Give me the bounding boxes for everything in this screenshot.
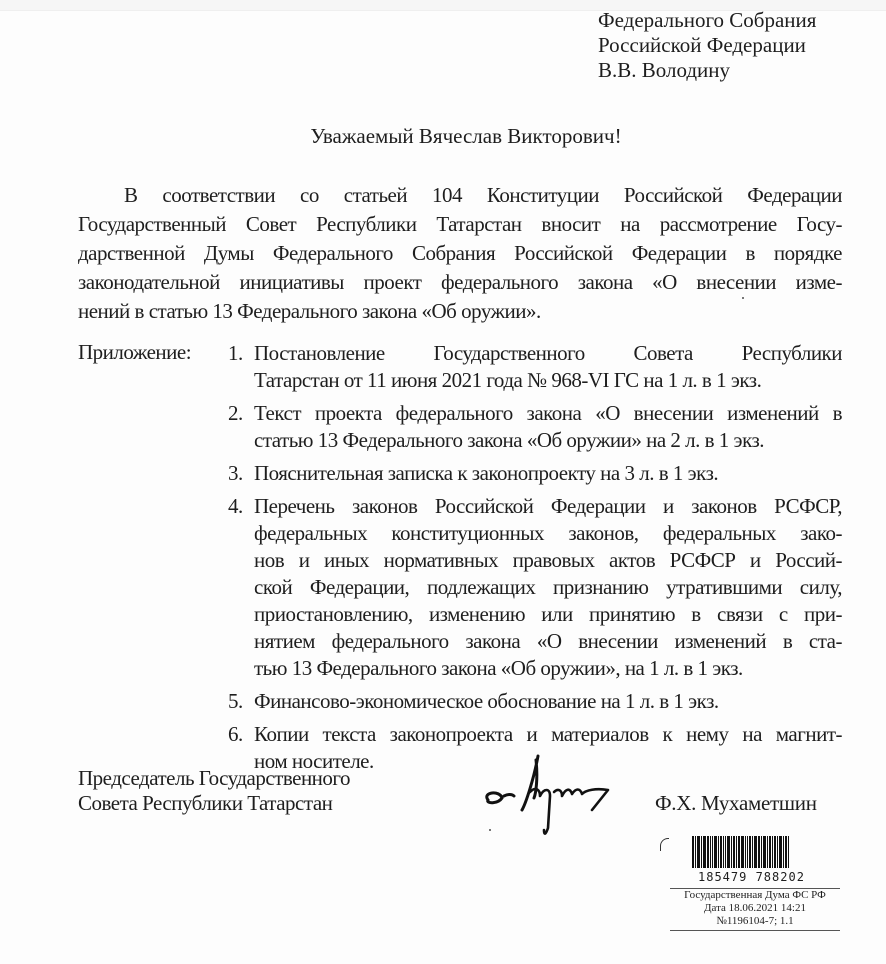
barcode-number: 185479 788202 [698,870,805,884]
signer-name: Ф.Х. Мухаметшин [655,791,817,815]
attachment-item [228,340,842,394]
body-line: дарственной Думы Федерального Собрания Российской Федерации в порядке [78,241,842,265]
addressee-block [598,8,816,83]
attachment-line: Пояснительная записка к законопроекту на 3 л. в 1 экз. [254,461,719,485]
attachment-line: Перечень законов Российской Федерации и законов РСФСР, [254,494,842,518]
attachment-item [228,493,842,682]
body-line: нений в статью 13 Федерального закона «Об оружии». [78,299,541,323]
attachment-number: 5. [228,689,243,713]
letter-body [78,181,842,326]
attachment-number: 6. [228,722,243,746]
attachments-list [228,340,842,781]
attachment-line: статью 13 Федерального закона «Об оружии» на 2 л. в 1 экз. [254,428,765,452]
scan-speck [489,829,491,831]
stamp-org: Государственная Дума ФС РФ [684,889,826,901]
attachment-number: 1. [228,341,243,365]
handwritten-signature-icon [478,748,638,838]
attachment-line: Татарстан от 11 июня 2021 года № 968-VI ГС на 1 л. в 1 экз. [254,368,762,392]
body-line: В соответствии со статьей 104 Конституции Российской Федерации [124,183,842,207]
attachment-item [228,688,842,715]
addressee-line: Российской Федерации [598,33,806,57]
attachment-line: нов и иных нормативных правовых актов РСФСР и Россий- [254,548,842,572]
attachment-line: ской Федерации, подлежащих признанию утратившими силу, [254,575,842,599]
attachments-label: Приложение: [78,340,192,364]
signer-title-line: Председатель Государственного [78,766,351,790]
attachment-line: Постановление Государственного Совета Республики [254,341,842,365]
attachment-number: 4. [228,494,243,518]
attachment-line: Копии текста законопроекта и материалов к нему на магнит- [254,722,842,746]
barcode-icon [692,836,845,868]
attachment-line: приостановлению, изменению или принятию в связи с при- [254,602,842,626]
attachment-line: Текст проекта федерального закона «О внесении изменений в [254,401,842,425]
salutation: Уважаемый Вячеслав Викторович! [310,124,622,148]
attachment-line: тью 13 Федерального закона «Об оружии», на 1 л. в 1 экз. [254,656,743,680]
attachment-item [228,400,842,454]
attachment-number: 2. [228,401,243,425]
addressee-line: Федерального Собрания [598,8,817,32]
signer-title-line: Совета Республики Татарстан [78,791,333,815]
attachment-number: 3. [228,461,243,485]
attachment-line: федеральных конституционных законов, федеральных зако- [254,521,842,545]
addressee-line: В.В. Володину [598,58,731,82]
stamp-reg-number: №1196104-7; 1.1 [716,915,794,927]
attachment-item [228,460,842,487]
scan-speck [742,297,744,299]
attachment-line: Финансово-экономическое обоснование на 1 л. в 1 экз. [254,689,719,713]
stamp-date: Дата 18.06.2021 14:21 [704,902,806,914]
attachment-line: ном носителе. [254,749,374,773]
signer-title [78,766,350,816]
stamp-divider [670,930,840,931]
body-line: законодательной инициативы проект федерального закона «О внесении изме- [78,270,842,294]
registration-stamp [660,836,845,931]
body-line: Государственный Совет Республики Татарстан вносит на рассмотрение Госу- [78,212,842,236]
attachment-line: нятием федерального закона «О внесении изменений в ста- [254,629,842,653]
